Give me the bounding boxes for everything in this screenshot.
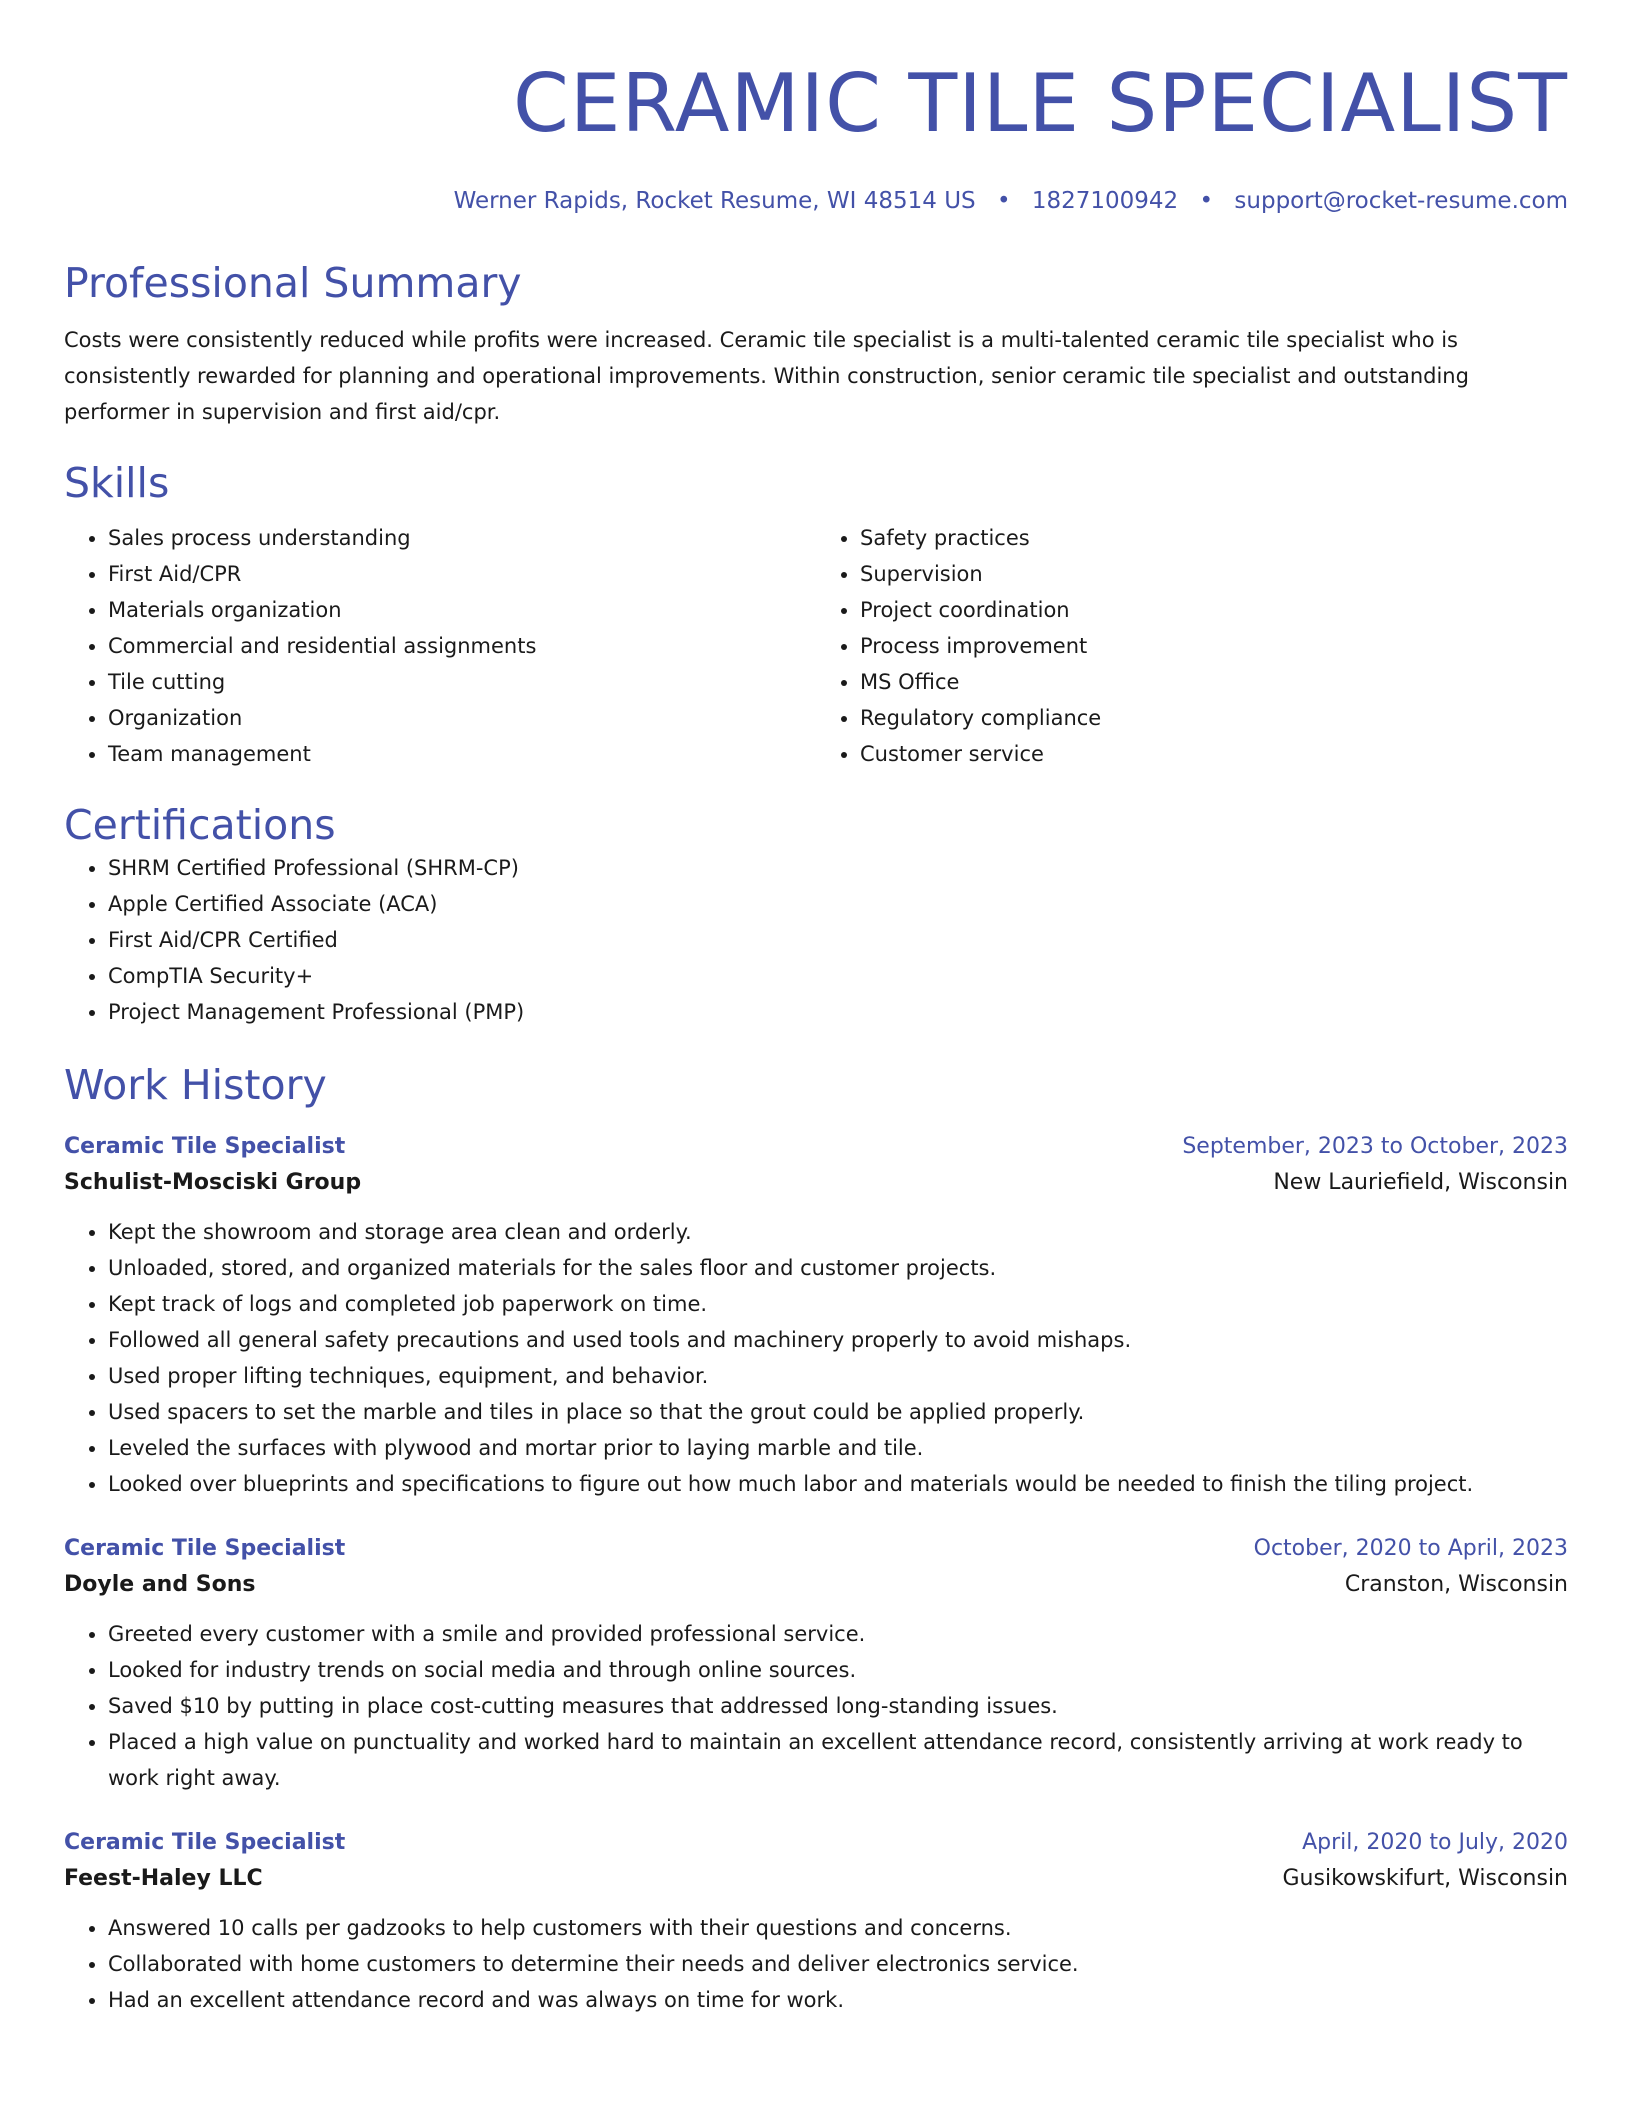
certifications-heading: Certifications	[64, 801, 336, 849]
contact-separator: •	[1199, 188, 1214, 214]
contact-address: Werner Rapids, Rocket Resume, WI 48514 US	[453, 188, 976, 214]
job-company-row	[64, 1860, 1568, 1898]
job-bullet: • Kept the showroom and storage area clean and orderly.	[108, 1214, 1568, 1250]
resume-name: CERAMIC TILE SPECIALIST	[513, 57, 1568, 150]
job-entry	[64, 1826, 1568, 2018]
skills-section	[64, 458, 1568, 772]
job-entry	[64, 1532, 1568, 1796]
summary-section	[64, 258, 1568, 430]
job-company: Doyle and Sons	[64, 1572, 256, 1597]
certification-item: • CompTIA Security+	[108, 958, 1568, 994]
job-location: New Lauriefield, Wisconsin	[1273, 1170, 1568, 1195]
job-bullet: • Used proper lifting techniques, equipment, and behavior.	[108, 1358, 1568, 1394]
skill-item: • Project coordination	[860, 592, 1568, 628]
job-title: Ceramic Tile Specialist	[64, 1134, 346, 1159]
job-dates: April, 2020 to July, 2020	[1302, 1830, 1568, 1855]
job-bullet: • Leveled the surfaces with plywood and mortar prior to laying marble and tile.	[108, 1430, 1568, 1466]
work-history-heading: Work History	[64, 1061, 327, 1109]
skill-item: • Customer service	[860, 736, 1568, 772]
work-history-section	[64, 1060, 1568, 2018]
resume-header	[64, 0, 1568, 216]
certifications-section	[64, 800, 1568, 1030]
job-location: Gusikowskifurt, Wisconsin	[1282, 1866, 1568, 1891]
job-title-row	[64, 1532, 1568, 1566]
job-dates: September, 2023 to October, 2023	[1182, 1134, 1568, 1159]
skills-heading: Skills	[64, 459, 170, 507]
summary-heading: Professional Summary	[64, 259, 522, 307]
skill-item: • Commercial and residential assignments	[108, 628, 816, 664]
skill-item: • Regulatory compliance	[860, 700, 1568, 736]
certification-item: • Apple Certified Associate (ACA)	[108, 886, 1568, 922]
job-bullet: • Collaborated with home customers to determine their needs and deliver electronics service.	[108, 1946, 1568, 1982]
certification-item: • SHRM Certified Professional (SHRM-CP)	[108, 850, 1568, 886]
summary-text: Costs were consistently reduced while profits were increased. Ceramic tile specialist is a multi-talented ceramic tile specialist who is consistently rewarded for planning and operational improvements. Within construction, senior ceramic tile specialist and outstanding performer in supervision and first aid/cpr.	[64, 328, 1469, 424]
job-title-row	[64, 1130, 1568, 1164]
job-bullet: • Answered 10 calls per gadzooks to help customers with their questions and concerns.	[108, 1910, 1568, 1946]
job-company: Feest-Haley LLC	[64, 1866, 263, 1891]
job-bullet: • Looked over blueprints and specifications to figure out how much labor and materials would be needed to finish the tiling project.	[108, 1466, 1568, 1502]
job-bullet: • Followed all general safety precautions and used tools and machinery properly to avoid mishaps.	[108, 1322, 1568, 1358]
job-title-row	[64, 1826, 1568, 1860]
skill-item: • Safety practices	[860, 520, 1568, 556]
contact-phone: 1827100942	[1031, 188, 1179, 214]
skill-item: • Process improvement	[860, 628, 1568, 664]
skill-item: • First Aid/CPR	[108, 556, 816, 592]
skills-list-right	[816, 520, 1568, 772]
job-title: Ceramic Tile Specialist	[64, 1830, 346, 1855]
job-bullet: • Had an excellent attendance record and was always on time for work.	[108, 1982, 1568, 2018]
job-bullets	[64, 1910, 1568, 2018]
job-company-row	[64, 1566, 1568, 1604]
job-bullet: • Unloaded, stored, and organized materials for the sales floor and customer projects.	[108, 1250, 1568, 1286]
certifications-list	[64, 850, 1568, 1030]
job-company-row	[64, 1164, 1568, 1202]
job-bullet: • Greeted every customer with a smile and provided professional service.	[108, 1616, 1568, 1652]
skill-item: • Organization	[108, 700, 816, 736]
job-dates: October, 2020 to April, 2023	[1253, 1536, 1568, 1561]
job-title: Ceramic Tile Specialist	[64, 1536, 346, 1561]
skill-item: • Materials organization	[108, 592, 816, 628]
job-bullets	[64, 1214, 1568, 1502]
job-bullet: • Placed a high value on punctuality and worked hard to maintain an excellent attendance record, consistently arriving at work ready to work right away.	[108, 1724, 1568, 1796]
skills-grid	[64, 520, 1568, 772]
job-location: Cranston, Wisconsin	[1344, 1572, 1568, 1597]
skill-item: • Tile cutting	[108, 664, 816, 700]
contact-line	[64, 186, 1568, 216]
contact-email: support@rocket-resume.com	[1234, 188, 1568, 214]
job-bullet: • Looked for industry trends on social media and through online sources.	[108, 1652, 1568, 1688]
skill-item: • MS Office	[860, 664, 1568, 700]
certification-item: • Project Management Professional (PMP)	[108, 994, 1568, 1030]
skill-item: • Sales process understanding	[108, 520, 816, 556]
job-bullet: • Saved $10 by putting in place cost-cutting measures that addressed long-standing issues.	[108, 1688, 1568, 1724]
job-company: Schulist-Mosciski Group	[64, 1170, 362, 1195]
skill-item: • Supervision	[860, 556, 1568, 592]
skill-item: • Team management	[108, 736, 816, 772]
job-bullets	[64, 1616, 1568, 1796]
job-bullet: • Used spacers to set the marble and tiles in place so that the grout could be applied properly.	[108, 1394, 1568, 1430]
skills-list-left	[64, 520, 816, 772]
job-entry	[64, 1130, 1568, 1502]
job-bullet: • Kept track of logs and completed job paperwork on time.	[108, 1286, 1568, 1322]
certification-item: • First Aid/CPR Certified	[108, 922, 1568, 958]
contact-separator: •	[996, 188, 1011, 214]
